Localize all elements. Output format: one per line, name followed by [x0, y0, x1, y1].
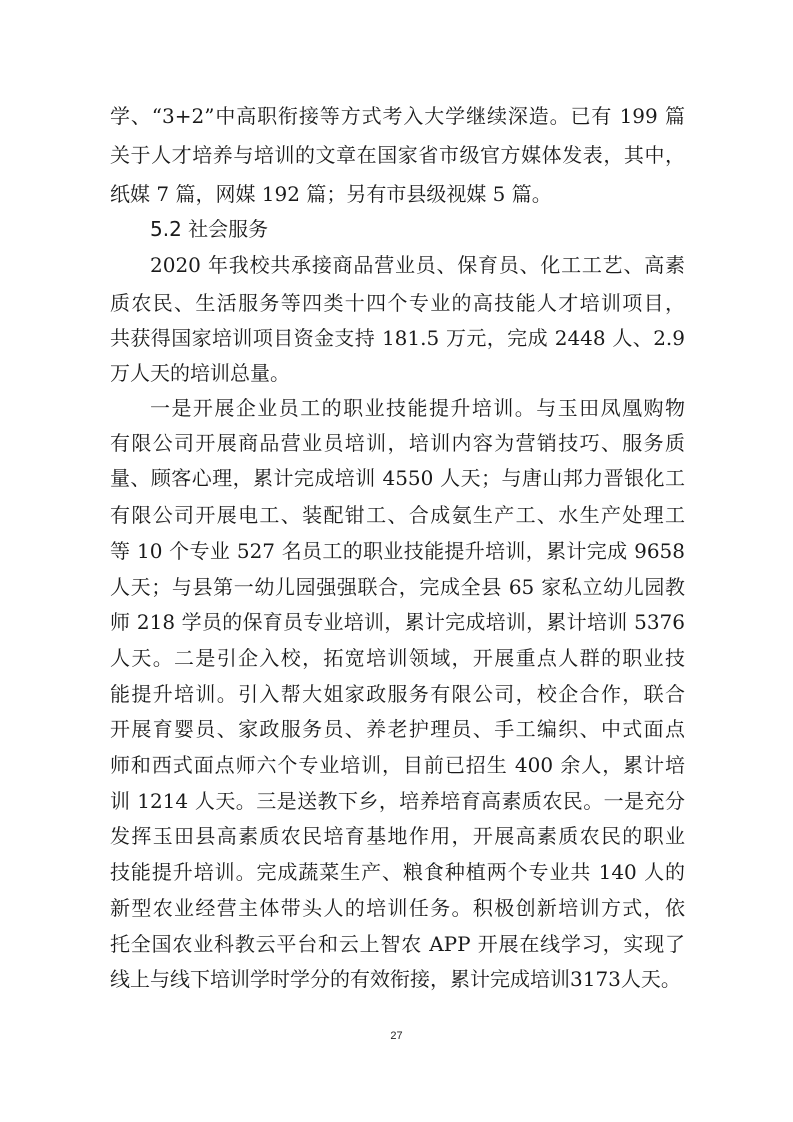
section-heading: 5.2 社会服务	[150, 217, 269, 241]
text-line: 技能提升培训。完成蔬菜生产、粮食种植两个专业共 140 人的	[110, 860, 685, 884]
text-line: 人天；与县第一幼儿园强强联合，完成全县 65 家私立幼儿园教	[110, 575, 685, 599]
text-line: 2020 年我校共承接商品营业员、保育员、化工工艺、高素	[150, 253, 685, 277]
text-line: 训 1214 人天。三是送教下乡，培养培育高素质农民。一是充分	[110, 789, 685, 813]
text-line: 开展育婴员、家政服务员、养老护理员、手工编织、中式面点	[110, 717, 685, 741]
text-line: 托全国农业科教云平台和云上智农 APP 开展在线学习，实现了	[110, 932, 685, 956]
text-line: 质农民、生活服务等四类十四个专业的高技能人才培训项目，	[110, 291, 685, 315]
text-line: 学、“3+2”中高职衔接等方式考入大学继续深造。已有 199 篇	[110, 104, 685, 128]
text-line: 关于人才培养与培训的文章在国家省市级官方媒体发表，其中，	[110, 143, 685, 167]
text-line: 一是开展企业员工的职业技能提升培训。与玉田凤凰购物	[150, 396, 685, 420]
text-line: 有限公司开展商品营业员培训，培训内容为营销技巧、服务质	[110, 431, 685, 455]
text-line: 师 218 学员的保育员专业培训，累计完成培训，累计培训 5376	[110, 610, 685, 634]
text-line: 线上与线下培训学时学分的有效衔接，累计完成培训3173人天。	[110, 967, 681, 991]
text-line: 师和西式面点师六个专业培训，目前已招生 400 余人，累计培	[110, 753, 685, 777]
page-number: 27	[390, 1030, 403, 1042]
text-line: 能提升培训。引入帮大姐家政服务有限公司，校企合作，联合	[110, 682, 685, 706]
text-line: 发挥玉田县高素质农民培育基地作用，开展高素质农民的职业	[110, 824, 685, 848]
text-line: 量、顾客心理，累计完成培训 4550 人天；与唐山邦力晋银化工	[110, 466, 685, 490]
text-line: 有限公司开展电工、装配钳工、合成氨生产工、水生产处理工	[110, 503, 685, 527]
text-line: 等 10 个专业 527 名员工的职业技能提升培训，累计完成 9658	[110, 539, 685, 563]
text-line: 万人天的培训总量。	[110, 361, 290, 385]
text-line: 新型农业经营主体带头人的培训任务。积极创新培训方式，依	[110, 896, 685, 920]
text-line: 人天。二是引企入校，拓宽培训领域，开展重点人群的职业技	[110, 646, 685, 670]
text-line: 纸媒 7 篇，网媒 192 篇；另有市县级视媒 5 篇。	[110, 182, 552, 206]
text-line: 共获得国家培训项目资金支持 181.5 万元，完成 2448 人、2.9	[110, 326, 685, 350]
